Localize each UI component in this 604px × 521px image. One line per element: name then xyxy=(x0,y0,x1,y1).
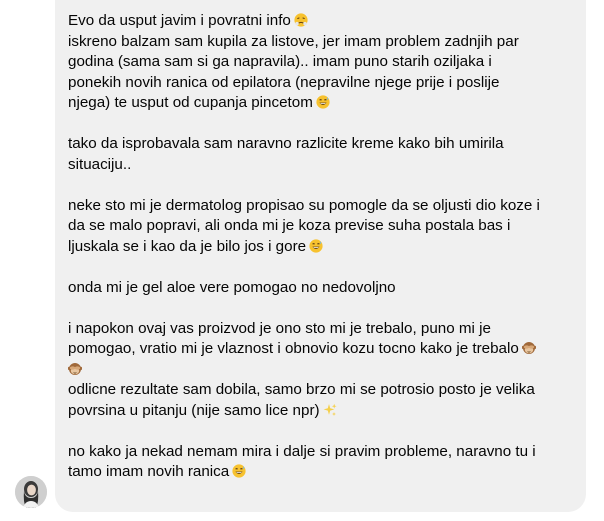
message-line-text: Evo da usput javim i povratni info xyxy=(68,12,291,29)
message-line xyxy=(68,93,574,114)
message-line-text: iskreno balzam sam kupila za listove, jer imam problem zadnjih par xyxy=(68,32,519,50)
message-line xyxy=(68,196,574,217)
message-line xyxy=(68,278,574,299)
message-line xyxy=(68,462,574,483)
message-paragraph xyxy=(68,11,574,114)
paragraph-gap xyxy=(68,298,574,319)
message-paragraph xyxy=(68,278,574,299)
message-line xyxy=(68,442,574,463)
message-line xyxy=(68,380,574,401)
message-line xyxy=(68,319,574,340)
message-line-text: godina (sama sam si ga napravila).. imam puno starih oziljaka i xyxy=(68,53,492,70)
message-line-text: pomogao, vratio mi je vlaznost i obnovio kozu tocno kako je trebalo xyxy=(68,340,519,357)
steam-from-nose-emoji xyxy=(294,13,308,27)
see-no-evil-monkey-emoji xyxy=(522,341,536,355)
see-no-evil-monkey-emoji xyxy=(68,362,82,376)
message-line-text: situaciju.. xyxy=(68,155,132,173)
message-line xyxy=(68,52,574,73)
message-line xyxy=(68,216,574,237)
message-line-text: onda mi je gel aloe vere pomogao no nedovoljno xyxy=(68,278,396,296)
message-paragraph xyxy=(68,319,574,422)
message-line-text: no kako ja nekad nemam mira i dalje si pravim probleme, naravno tu i xyxy=(68,442,536,460)
sender-avatar[interactable] xyxy=(15,476,47,508)
message-line xyxy=(68,11,574,32)
message-paragraph xyxy=(68,442,574,483)
grinning-sweat-emoji xyxy=(232,464,246,478)
message-line-text: povrsina u pitanju (nije samo lice npr) xyxy=(68,401,320,419)
message-line-text: ljuskala se i kao da je bilo jos i gore xyxy=(68,237,307,255)
message-body xyxy=(68,11,574,483)
message-line-text: tako da isprobavala sam naravno razlicite kreme kako bih umirila xyxy=(68,135,504,152)
message-line-text: da se malo popravi, ali onda mi je koza previse suha postala bas i xyxy=(68,217,511,234)
message-line-text: ponekih novih ranica od epilatora (nepravilne njege prije i poslije xyxy=(68,73,500,91)
message-line xyxy=(68,155,574,176)
message-line-text: tamo imam novih ranica xyxy=(68,463,230,480)
sparkles-emoji xyxy=(323,403,337,417)
message-paragraph xyxy=(68,134,574,175)
paragraph-gap xyxy=(68,175,574,196)
message-bubble[interactable] xyxy=(55,0,586,512)
message-line-text: i napokon ovaj vas proizvod je ono sto mi je trebalo, puno mi je xyxy=(68,319,491,337)
grinning-sweat-emoji xyxy=(316,95,330,109)
message-line-text: neke sto mi je dermatolog propisao su pomogle da se oljusti dio koze i xyxy=(68,196,540,214)
message-line xyxy=(68,134,574,155)
message-line-text: odlicne rezultate sam dobila, samo brzo mi se potrosio posto je velika xyxy=(68,381,535,398)
message-line-text: njega) te usput od cupanja pincetom xyxy=(68,94,313,111)
paragraph-gap xyxy=(68,421,574,442)
message-line xyxy=(68,32,574,53)
message-line xyxy=(68,73,574,94)
message-line xyxy=(68,360,574,381)
paragraph-gap xyxy=(68,257,574,278)
grinning-sweat-emoji xyxy=(309,239,323,253)
paragraph-gap xyxy=(68,114,574,135)
message-paragraph xyxy=(68,196,574,258)
message-line xyxy=(68,237,574,258)
message-line xyxy=(68,401,574,422)
message-line xyxy=(68,339,574,360)
